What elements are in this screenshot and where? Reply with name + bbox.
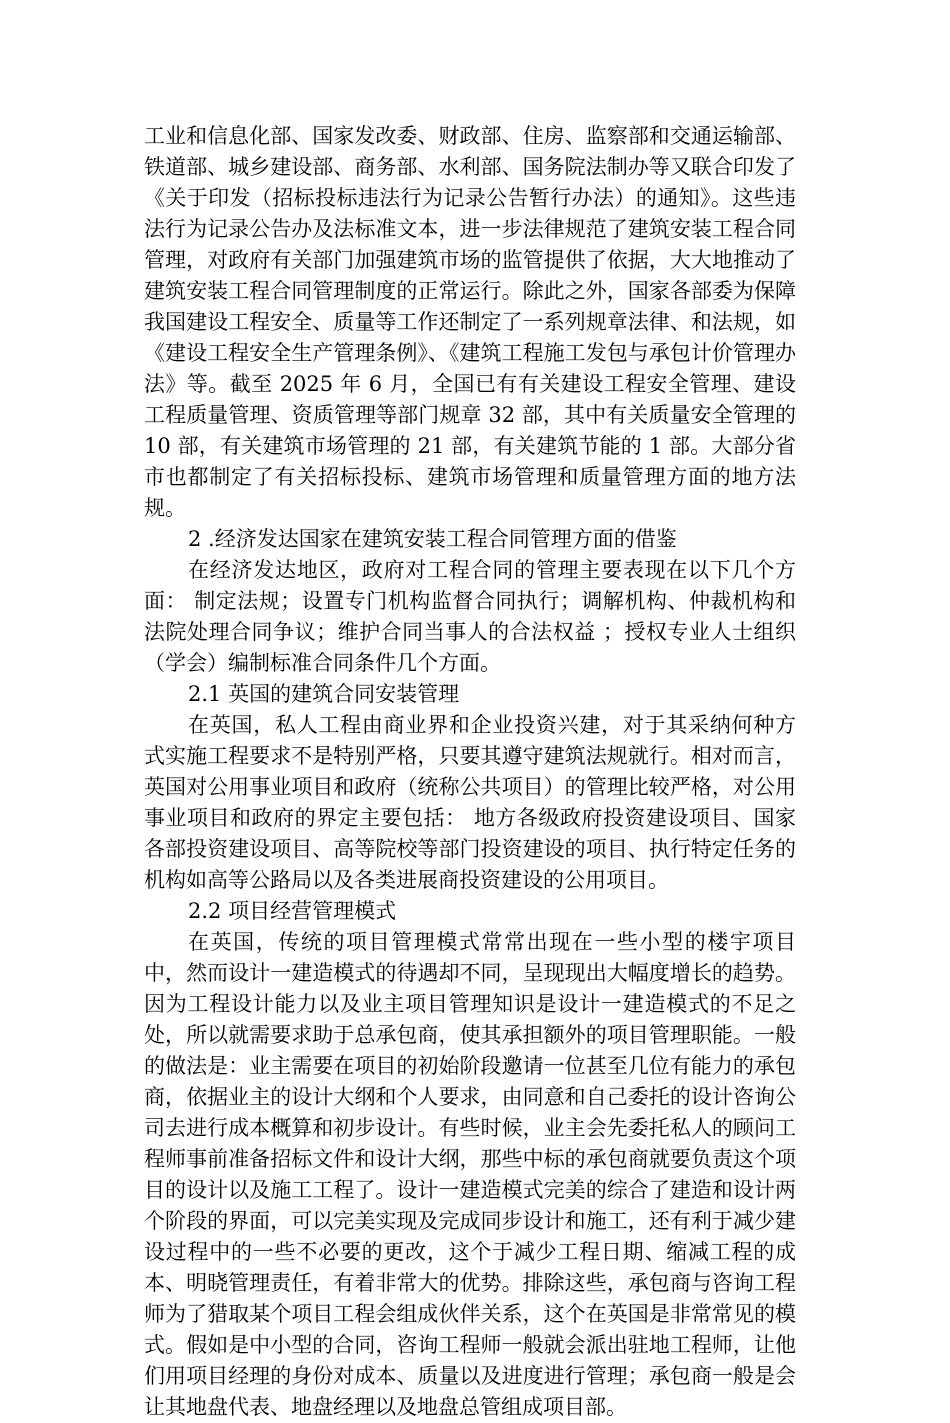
paragraph-project-management-mode: 在英国，传统的项目管理模式常常出现在一些小型的楼宇项目中，然而设计一建造模式的待遇却不同，呈现现出大幅度增长的趋势。因为工程设计能力以及业主项目管理知识是设计一建造模式的不足之处，所以就需要求助于总承包商，使其承担额外的项目管理职能。一般的做法是：业主需要在项目的初始阶段邀请一位甚至几位有能力的承包商，依据业主的设计大纲和个人要求，由同意和自己委托的设计咨询公司去进行成本概算和初步设计。有些时候，业主会先委托私人的顾问工程师事前准备招标文件和设计大纲，那些中标的承包商就要负责这个项目的设计以及施工工程了。设计一建造模式完美的综合了建造和设计两个阶段的界面，可以完美实现及完成同步设计和施工，还有利于减少建设过程中的一些不必要的更改，这个于减少工程日期、缩减工程的成本、明晓管理责任，有着非常大的优势。排除这些，承包商与咨询工程师为了猎取某个项目工程会组成伙伴关系，这个在英国是非常常见的模式。假如是中小型的合同，咨询工程师一般就会派出驻地工程师，让他们用项目经理的身份对成本、质量以及进度进行管理；承包商一般是会让其地盘代表、地盘经理以及地盘总管组成项目部。 (144, 930, 796, 1419)
document-page (144, 121, 796, 1423)
paragraph-developed-countries: 在经济发达地区，政府对工程合同的管理主要表现在以下几个方面： 制定法规；设置专门机构监督合同执行；调解机构、仲裁机构和法院处理合同争议；维护合同当事人的合法权益 ；授权专业人士组织（学会）编制标准合同条件几个方面。 (144, 558, 796, 675)
section-heading-2: 2 .经济发达国家在建筑安装工程合同管理方面的借鉴 (188, 527, 677, 551)
section-heading-2-1: 2.1 英国的建筑合同安装管理 (188, 682, 460, 706)
section-heading-2-2: 2.2 项目经营管理模式 (188, 899, 397, 923)
paragraph-uk-management: 在英国，私人工程由商业界和企业投资兴建，对于其采纳何种方式实施工程要求不是特别严格，只要其遵守建筑法规就行。相对而言，英国对公用事业项目和政府（统称公共项目）的管理比较严格，对公用事业项目和政府的界定主要包括： 地方各级政府投资建设项目、国家各部投资建设项目、高等院校等部门投资建设的项目、执行特定任务的机构如高等公路局以及各类进展商投资建设的公用项目。 (144, 713, 796, 892)
paragraph-regulations-continued: 工业和信息化部、国家发改委、财政部、住房、监察部和交通运输部、铁道部、城乡建设部、商务部、水利部、国务院法制办等又联合印发了《关于印发（招标投标违法行为记录公告暂行办法）的通知》。这些违法行为记录公告办及法标准文本，进一步法律规范了建筑安装工程合同管理，对政府有关部门加强建筑市场的监管提供了依据，大大地推动了建筑安装工程合同管理制度的正常运行。除此之外，国家各部委为保障我国建设工程安全、质量等工作还制定了一系列规章法律、和法规，如《建设工程安全生产管理条例》、《建筑工程施工发包与承包计价管理办法》等。截至 2025 年 6 月，全国已有有关建设工程安全管理、建设工程质量管理、资质管理等部门规章 32 部，其中有关质量安全管理的 10 部，有关建筑市场管理的 21 部，有关建筑节能的 1 部。大部分省市也都制定了有关招标投标、建筑市场管理和质量管理方面的地方法规。 (144, 124, 796, 520)
